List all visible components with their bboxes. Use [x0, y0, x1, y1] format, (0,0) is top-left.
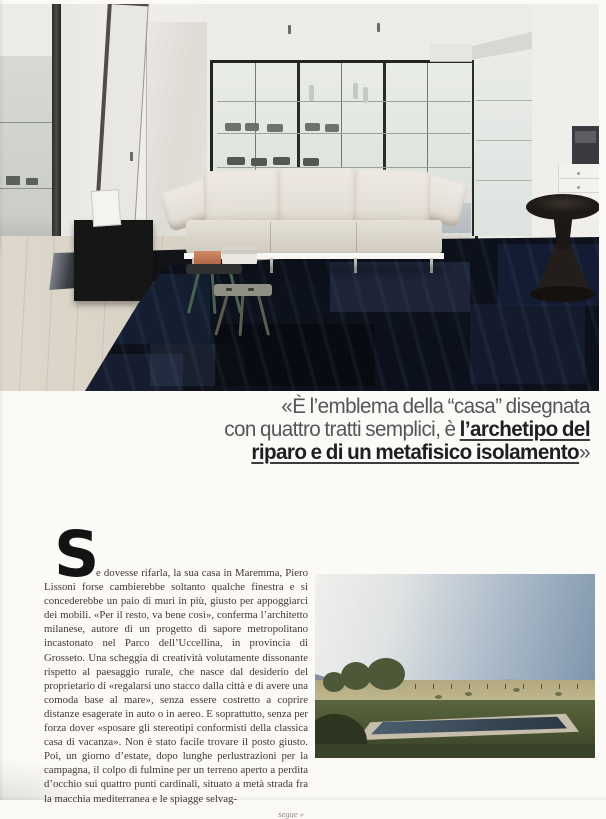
tree	[323, 672, 345, 692]
pull-quote-line: «È l’emblema della “casa” disegnata	[281, 394, 590, 418]
carved-side-stool	[526, 194, 599, 304]
fence-post	[451, 684, 452, 689]
article-body: e dovesse rifarla, la sua casa in Maremma, Piero Lissoni forse cambierebbe soltanto qualche finestra e si concederebbe un paio di muri in più, giusto per appoggiarci dei mobili. «Per il resto, va bene così», conferma l’architetto milanese, autore di un progetto di sapore metropolitano incastonato nel Parco dell’Uccellina, in provincia di Grosseto. Una scheggia di creatività volutamente dissonante rispetto al paesaggio rurale, che nasce dal desiderio del proprietario di «regalarsi uno stacco dalla città e di avere una comoda base al mare», senza essere costretto a coprire distanze esagerate in auto o in aereo. E soprattutto, senza per forza dover «sposare gli stereotipi conformisti della classica casa di vacanza». Non è stato facile trovare il posto giusto. Poi, un giorno d’estate, dopo lunghe perlustrazioni per la campagna, il colpo di fulmine per un terreno aperto a perdita d’occhio sui quattro punti cardinali, situato a metà strada fra la macchia mediterranea e le spiagge selvag-	[44, 567, 308, 805]
sofa-back-cushion	[278, 168, 356, 228]
ceiling-hook	[377, 23, 380, 32]
fence-post	[487, 684, 488, 689]
cabinet-top-box	[430, 44, 472, 62]
book-stack-white	[222, 247, 257, 264]
continuation-marker: segue »	[278, 808, 304, 819]
tree	[367, 658, 405, 690]
fence-post	[433, 684, 434, 689]
fence-post	[577, 684, 578, 689]
built-in-oven	[572, 126, 599, 164]
black-console	[74, 220, 153, 301]
article-column	[44, 566, 308, 819]
bush	[513, 688, 520, 692]
foreground-grass	[315, 744, 595, 758]
wooden-stools-with-books	[182, 244, 282, 344]
book-stack-orange	[194, 251, 221, 264]
stool-top	[186, 264, 242, 274]
leaning-board	[91, 189, 121, 227]
drop-cap: S	[54, 518, 100, 591]
fence-post	[523, 684, 524, 689]
ceiling-hook	[288, 25, 291, 34]
fence-post	[415, 684, 416, 689]
fence-post	[469, 684, 470, 689]
pull-quote-line: riparo e di un metafisico isolamento»	[251, 440, 590, 464]
pull-quote	[139, 395, 590, 464]
fence-post	[505, 684, 506, 689]
bush	[465, 692, 472, 696]
stool-top	[214, 284, 272, 296]
door-handle	[130, 152, 133, 161]
fence-post	[541, 684, 542, 689]
fence-post	[559, 684, 560, 689]
pull-quote-line: con quattro tratti semplici, è l’archetipo del	[224, 417, 590, 441]
bush	[435, 695, 442, 699]
landscape-photo	[315, 574, 595, 758]
bush	[555, 692, 562, 696]
hero-photo-living-room	[0, 4, 599, 391]
